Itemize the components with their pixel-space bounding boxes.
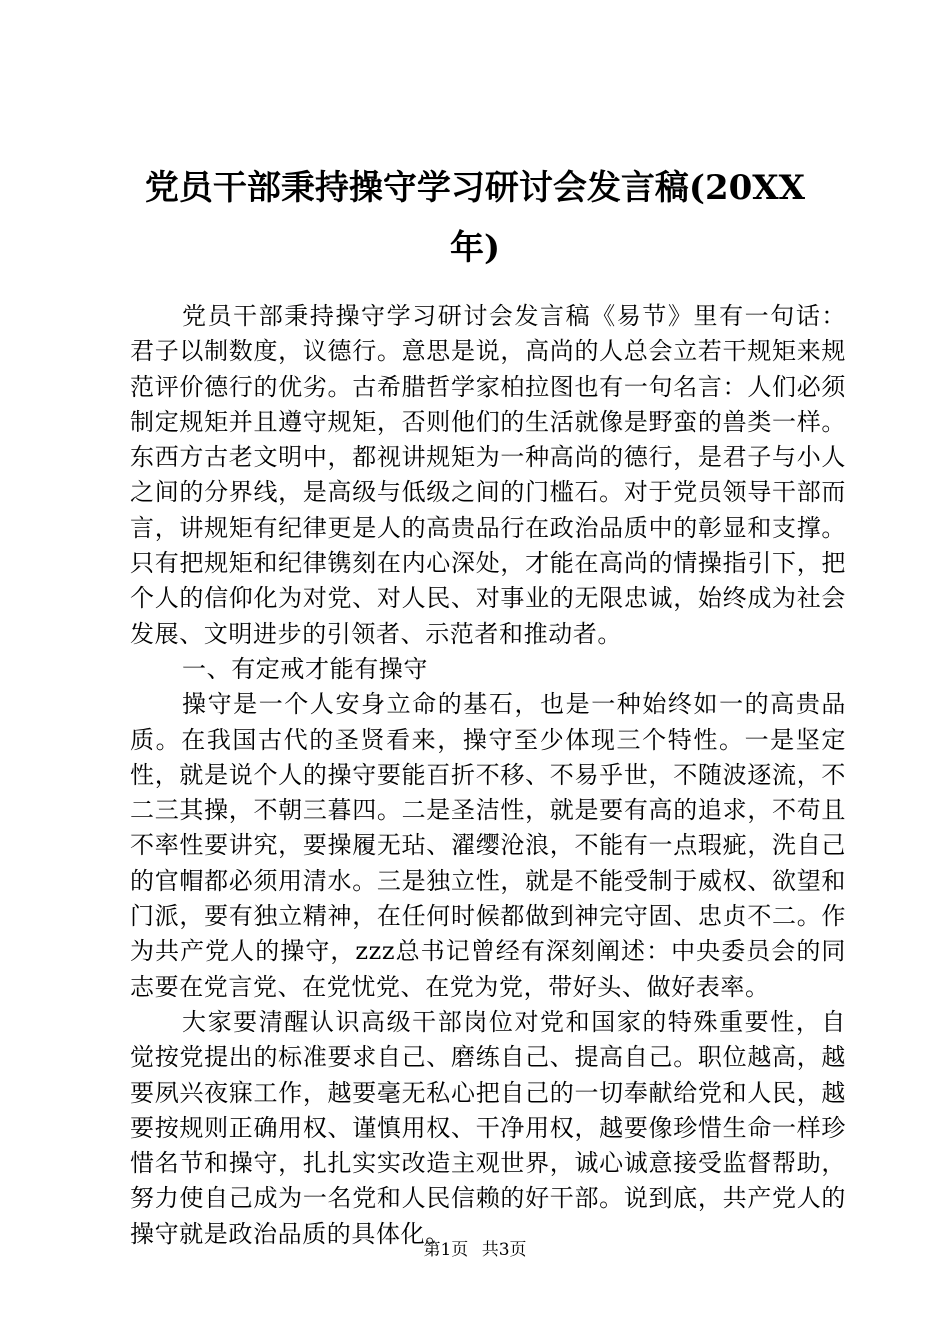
paragraph-intro: 党员干部秉持操守学习研讨会发言稿《易节》里有一句话：君子以制数度，议德行。意思是说，高尚的人总会立若干规矩来规范评价德行的优劣。古希腊哲学家柏拉图也有一句名言：人们必须制定规矩并且遵守规矩，否则他们的生活就像是野蛮的兽类一样。东西方古老文明中，都视讲规矩为一种高尚的德行，是君子与小人之间的分界线，是高级与低级之间的门槛石。对于党员领导干部而言，讲规矩有纪律更是人的高贵品行在政治品质中的彰显和支撑。只有把规矩和纪律镌刻在内心深处，才能在高尚的情操指引下，把个人的信仰化为对党、对人民、对事业的无限忠诚，始终成为社会发展、文明进步的引领者、示范者和推动者。 xyxy=(130,302,846,648)
document-body xyxy=(130,299,846,1252)
title-line-1: 党员干部秉持操守学习研讨会发言稿(20XX xyxy=(144,168,806,208)
page-total: 共3页 xyxy=(481,1240,527,1260)
paragraph-cadres: 大家要清醒认识高级干部岗位对党和国家的特殊重要性，自觉按党提出的标准要求自己、磨练自己、提高自己。职位越高，越要夙兴夜寐工作，越要毫无私心把自己的一切奉献给党和人民，越要按规则正确用权、谨慎用权、干净用权，越要像珍惜生命一样珍惜名节和操守，扎扎实实改造主观世界，诚心诚意接受监督帮助，努力使自己成为一名党和人民信赖的好干部。说到底，共产党人的操守就是政治品质的具体化。 xyxy=(130,1007,846,1248)
section-heading: 一、有定戒才能有操守 xyxy=(182,654,428,683)
page-footer xyxy=(0,1238,950,1262)
document-title xyxy=(120,158,830,278)
paragraph-integrity: 操守是一个人安身立命的基石，也是一种始终如一的高贵品质。在我国古代的圣贤看来，操守至少体现三个特性。一是坚定性，就是说个人的操守要能百折不移、不易乎世，不随波逐流，不二三其操，不朝三暮四。二是圣洁性，就是要有高的追求，不苟且不率性要讲究，要操履无玷、濯缨沧浪，不能有一点瑕疵，洗自己的官帽都必须用清水。三是独立性，就是不能受制于威权、欲望和门派，要有独立精神，在任何时候都做到神完守固、忠贞不二。作为共产党人的操守，zzz总书记曾经有深刻阐述：中央委员会的同志要在党言党、在党忧党、在党为党，带好头、做好表率。 xyxy=(130,690,846,1001)
title-line-2: 年) xyxy=(449,228,501,268)
page-number: 第1页 xyxy=(423,1240,469,1260)
